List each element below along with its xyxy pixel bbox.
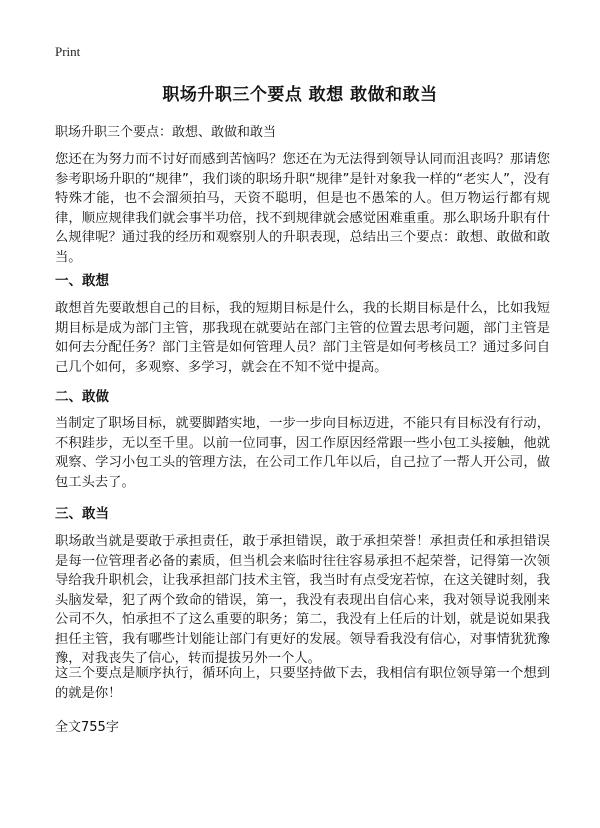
section-heading-3: 三、敢当 [55,506,109,522]
section-heading-1: 一、敢想 [55,273,109,289]
page-title: 职场升职三个要点 敢想 敢做和敢当 [162,85,438,105]
subtitle: 职场升职三个要点：敢想、敢做和敢当 [55,125,277,140]
intro-paragraph: 您还在为努力而不讨好而感到苦恼吗？您还在为无法得到领导认同而沮丧吗？那请您参考职场升职的“规律”，我们谈的职场升职“规律”是针对象我一样的“老实人”，没有特殊才能，也不会溜须拍马，天资不聪明，但是也不愚笨的人。但万物运行都有规律，顺应规律我们就会事半功倍，找不到规律就会感觉困难重重。那么职场升职有什么规律呢？通过我的经历和观察别人的升职表现，总结出三个要点：敢想、敢做和敢当。 [55,152,550,265]
section-text-2: 当制定了职场目标，就要脚踏实地，一步一步向目标迈进，不能只有目标没有行动，不积跬步，无以至千里。以前一位同事，因工作原因经常跟一些小包工头接触，他就观察、学习小包工头的管理方法，在公司工作几年以后，自己拉了一帮人开公司，做包工头去了。 [55,416,550,490]
section-text-3: 职场敢当就是要敢于承担责任，敢于承担错误，敢于承担荣誉！承担责任和承担错误是每一位管理者必备的素质，但当机会来临时往往容易承担不起荣誉，记得第一次领导给我升职机会，让我承担部门技术主管，我当时有点受宠若惊，在这关键时刻，我头脑发晕，犯了两个致命的错误，第一，我没有表现出自信心来，我对领导说我刚来公司不久，怕承担不了这么重要的职务；第二，我没有上任后的计划，就是说如果我担任主管，我有哪些计划能让部门有更好的发展。领导看我没有信心，对事情犹犹豫豫，对我丧失了信心，转而提拔另外一个人。 [55,534,550,666]
section-text-1: 敢想首先要敢想自己的目标，我的短期目标是什么，我的长期目标是什么，比如我短期目标是成为部门主管，那我现在就要站在部门主管的位置去思考问题，部门主管是如何去分配任务？部门主管是如何管理人员？部门主管是如何考核员工？通过多问自己几个如何，多观察、多学习，就会在不知不觉中提高。 [55,301,550,375]
conclusion-paragraph: 这三个要点是顺序执行，循环向上，只要坚持做下去，我相信有职位领导第一个想到的就是你！ [55,666,550,701]
word-count: 全文755字 [55,720,119,735]
section-heading-2: 二、敢做 [55,389,109,405]
print-label: Print [55,44,81,59]
